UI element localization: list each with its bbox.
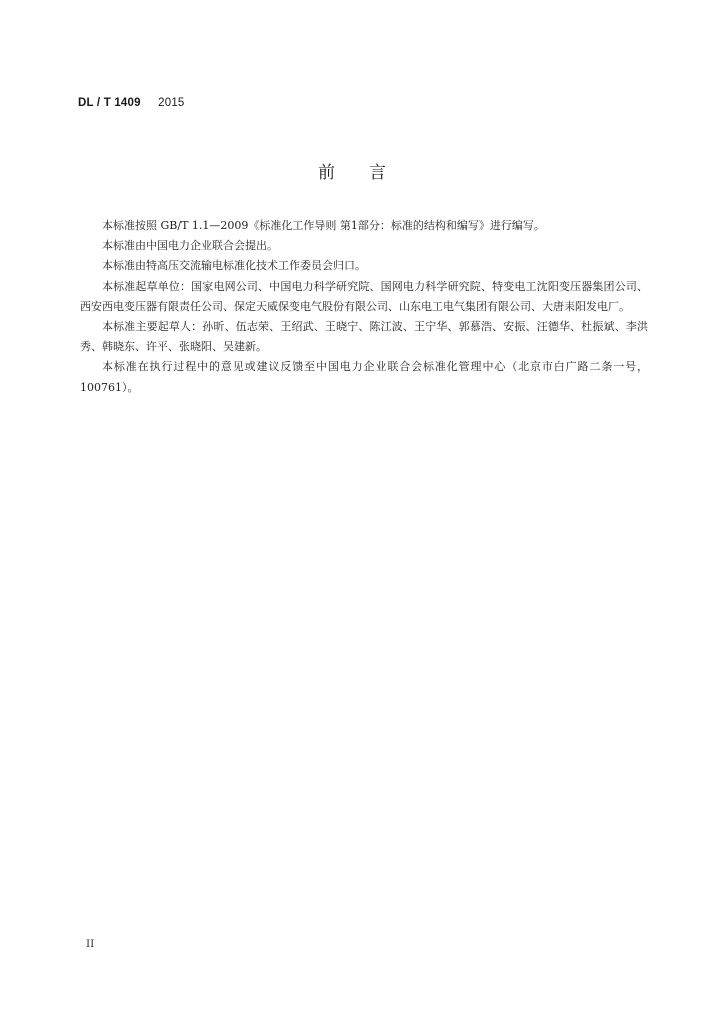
paragraph-main-drafters: 本标准主要起草人：孙昕、伍志荣、王绍武、王晓宁、陈江波、王宁华、郭慕浩、安振、汪德华、杜振斌、李洪秀、韩晓东、许平、张晓阳、吴建新。 xyxy=(80,320,648,354)
paragraph-administrator: 本标准由特高压交流输电标准化技术工作委员会归口。 xyxy=(102,259,366,273)
foreword-body xyxy=(80,216,648,398)
standard-year: 2015 xyxy=(158,97,185,109)
paragraph-drafting-organizations: 本标准起草单位：国家电网公司、中国电力科学研究院、国网电力科学研究院、特变电工沈阳变压器集团公司、西安西电变压器有限责任公司、保定天威保变电气股份有限公司、山东电工电气集团有限公司、大唐耒阳发电厂。 xyxy=(80,279,648,313)
paragraph-proposer: 本标准由中国电力企业联合会提出。 xyxy=(102,239,278,253)
document-header xyxy=(78,97,185,109)
paragraph-feedback: 本标准在执行过程中的意见或建议反馈至中国电力企业联合会标准化管理中心（北京市白广路二条一号，100761）。 xyxy=(80,360,648,394)
standard-code: DL / T 1409 xyxy=(78,97,141,109)
page-title: 前言 xyxy=(318,163,420,183)
page-number: II xyxy=(86,938,95,950)
paragraph-drafting-basis: 本标准按照 GB/T 1.1—2009《标准化工作导则 第1部分：标准的结构和编写》进行编写。 xyxy=(102,219,545,232)
